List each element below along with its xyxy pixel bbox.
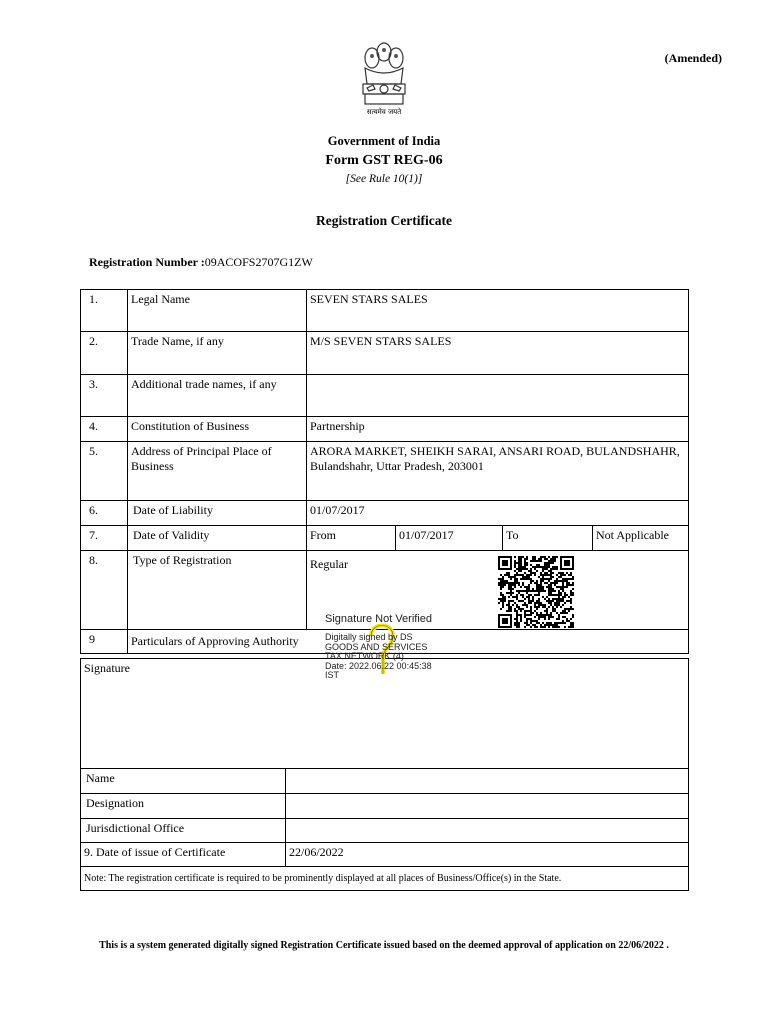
name-label: Name	[81, 769, 286, 794]
signature-line: GOODS AND SERVICES	[325, 641, 428, 652]
form-title: Form GST REG-06	[325, 153, 443, 168]
registration-number-label: Registration Number :	[89, 255, 205, 269]
row-label: Trade Name, if any	[128, 332, 307, 375]
row-number: 5.	[81, 442, 128, 501]
signature-line: Digitally signed by DS	[325, 632, 413, 642]
table-row	[81, 290, 689, 332]
table-row	[81, 843, 689, 867]
approving-authority-label: Particulars of Approving Authority	[128, 630, 689, 654]
registration-number-value: 09ACOFS2707G1ZW	[204, 255, 313, 269]
additional-trade-names-value	[307, 375, 689, 417]
row-label: Legal Name	[128, 290, 307, 332]
row-label: Date of Validity	[128, 526, 307, 551]
signature-line: IST	[325, 670, 340, 680]
display-note: Note: The registration certificate is required to be prominently displayed at all places of Business/Office(s) in the State.	[81, 867, 689, 891]
amended-label: (Amended)	[664, 51, 722, 65]
date-of-liability-value: 01/07/2017	[307, 501, 689, 526]
constitution-value: Partnership	[307, 417, 689, 442]
row-label: Additional trade names, if any	[128, 375, 307, 417]
row-number: 4.	[81, 417, 128, 442]
qr-code	[498, 556, 574, 628]
trade-name-value: M/S SEVEN STARS SALES	[307, 332, 689, 375]
designation-label: Designation	[81, 794, 286, 819]
row-number: 7.	[81, 526, 128, 551]
table-row	[81, 375, 689, 417]
signature-status: Signature Not Verified	[325, 613, 433, 625]
signature-line: Date: 2022.06.22 00:45:38	[325, 660, 432, 671]
issue-date-label: 9. Date of issue of Certificate	[81, 843, 286, 867]
table-row	[81, 794, 689, 819]
validity-to-value: Not Applicable	[593, 526, 689, 551]
signature-cell: Signature	[81, 659, 689, 769]
table-row	[81, 332, 689, 375]
jurisdictional-office-label: Jurisdictional Office	[81, 819, 286, 843]
registration-details-table	[80, 289, 689, 654]
footer-statement: This is a system generated digitally signed Registration Certificate issued based on the deemed approval of application on 22/06/2022 .	[99, 940, 669, 951]
table-row	[81, 442, 689, 501]
registration-number	[89, 255, 313, 270]
rule-reference: [See Rule 10(1)]	[345, 173, 423, 185]
signature-line: TAX NETWORK (4)	[325, 651, 404, 661]
row-number: 6.	[81, 501, 128, 526]
row-number: 9	[81, 630, 128, 654]
name-value	[286, 769, 689, 794]
table-row	[81, 819, 689, 843]
address-value: ARORA MARKET, SHEIKH SARAI, ANSARI ROAD, BULANDSHAHR, Bulandshahr, Uttar Pradesh, 203001	[307, 442, 689, 501]
table-row	[81, 501, 689, 526]
table-row	[81, 867, 689, 891]
government-title: Government of India	[327, 134, 441, 148]
validity-from-label: From	[307, 526, 396, 551]
row-number: 2.	[81, 332, 128, 375]
table-row	[81, 526, 689, 551]
row-number: 3.	[81, 375, 128, 417]
issue-date-value: 22/06/2022	[286, 843, 689, 867]
row-number: 1.	[81, 290, 128, 332]
validity-to-label: To	[503, 526, 593, 551]
table-row	[81, 769, 689, 794]
row-label: Date of Liability	[128, 501, 307, 526]
table-row	[81, 417, 689, 442]
designation-value	[286, 794, 689, 819]
jurisdictional-office-value	[286, 819, 689, 843]
digital-signature-stamp	[325, 613, 475, 681]
emblem-motto: सत्यमेव जयते	[366, 108, 402, 116]
authority-table	[80, 658, 689, 891]
registration-type-value: Regular	[307, 551, 689, 630]
row-label: Type of Registration	[128, 551, 307, 630]
row-number: 8.	[81, 551, 128, 630]
row-label: Address of Principal Place of Business	[128, 442, 307, 501]
validity-from-value: 01/07/2017	[396, 526, 503, 551]
legal-name-value: SEVEN STARS SALES	[307, 290, 689, 332]
row-label: Constitution of Business	[128, 417, 307, 442]
certificate-title: Registration Certificate	[315, 213, 453, 228]
